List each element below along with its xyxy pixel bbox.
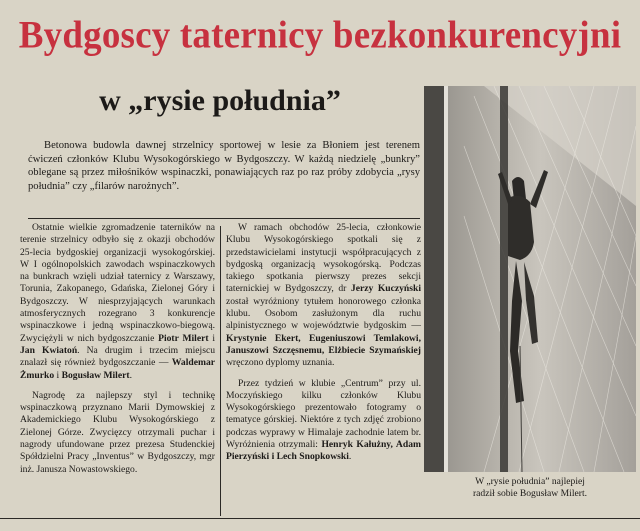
column-1-paragraph-1 bbox=[20, 222, 215, 382]
column-2-paragraph-2 bbox=[226, 378, 421, 464]
text-run: Ostatnie wielkie zgromadzenie taterników na terenie strzelnicy odbyło się z okazji obchodów 25-lecia bydgoskiej organizacji wysokogórskiej. W I ogólnopolskich zawodach wspinaczkowych na bunkrach wzięli udział taternicy z Warszawy, Torunia, Zakopanego, Gdańska, Zielonej Góry i Bydgoszczy. W niesprzyjających warunkach atmosferycznych rozegrano 3 konkurencje wspinaczkowe i jedną wspinaczkowo-biegową. Zwyciężyli w nich bydgoszczanie bbox=[20, 222, 215, 344]
column-1-paragraph-2: Nagrodę za najlepszy styl i technikę wspinaczkową przyznano Marii Dymowskiej z Akademickiego Klubu Wysokogórskiego z Zielonej Górze. Zwycięzcy otrzymali puchar i nagrody ufundowane przez prezesa Studenckiej Spółdzielni Pracy „Inventus” w Bydgoszczy, mgr inż. Janusza Nowastowskiego. bbox=[20, 389, 215, 475]
caption-line-1: W „rysie południa” najlepiej bbox=[475, 476, 585, 487]
text-run: i bbox=[56, 369, 60, 381]
winner-name: Jan Kwiatoń bbox=[20, 344, 78, 356]
column-divider bbox=[220, 226, 221, 516]
photo-caption bbox=[424, 476, 636, 500]
text-run: i bbox=[212, 332, 216, 344]
article-column-1 bbox=[20, 222, 215, 476]
article-headline: Bydgoscy taternicy bezkonkurencyjni bbox=[18, 13, 622, 58]
article-column-2 bbox=[226, 222, 421, 464]
climber-photo bbox=[424, 86, 636, 472]
placed-name: Bogusław Milert bbox=[61, 369, 130, 381]
text-run: W ramach obchodów 25-lecia, członkowie Klubu Wysokogórskiego spotkali się z przedstawicielami instytucji współpracujących z bydgoską organizacją wysokogórską. Podczas takiego spotkania pierwszy prezes sekcji taternickiej w Bydgoszczy, dr bbox=[226, 222, 421, 295]
text-run: wręczono dyplomy uznania. bbox=[226, 357, 335, 369]
article-lead: Betonowa budowla dawnej strzelnicy sportowej w lesie za Błoniem jest terenem ćwiczeń członków Klubu Wysokogórskiego w Bydgoszczy. W każdą niedzielę „bunkry” oblegane są przez miłośników wspinaczki, ponawiających raz po raz próby zdobycia „rysy południa” czy „filarów narożnych”. bbox=[28, 140, 420, 192]
awardee-names: Krystynie Ekert, Eugeniuszowi Temlakowi, Januszowi Szczęsnemu, Elżbiecie Szymańskiej bbox=[226, 332, 421, 356]
honorary-member-name: Jerzy Kuczyński bbox=[350, 283, 421, 295]
text-run: . bbox=[348, 451, 352, 463]
text-run: . bbox=[129, 369, 132, 381]
placed-name: Waldemar Żmurko bbox=[20, 357, 216, 381]
column-2-paragraph-1 bbox=[226, 222, 421, 370]
text-run: został wyróżniony tytułem honorowego członka klubu. Osobom zasłużonym dla ruchu alpinistycznego w województwie bydgoskim — bbox=[226, 295, 421, 332]
article-subhead: w „rysie południa” bbox=[99, 84, 341, 117]
caption-line-2: radził sobie Bogusław Milert. bbox=[472, 488, 588, 499]
lead-divider bbox=[28, 218, 420, 219]
page-edge-rule bbox=[0, 518, 640, 519]
photo-winners: Henryk Kałużny, Adam Pierzyński i Lech Snopkowski bbox=[226, 439, 421, 463]
winner-name: Piotr Milert bbox=[158, 332, 209, 344]
text-run: Przez tydzień w klubie „Centrum” przy ul. Moczyńskiego kilku członków Klubu Wysokogórskiego prezentowało fotogramy o tematyce górskiej. Niektóre z tych zdjęć zrobiono podczas wyprawy w Himalaje zachodnie latem br. Wyróżnienia otrzymali: bbox=[226, 377, 421, 451]
text-run: . Na drugim i trzecim miejscu znalazł się również bydgoszczanie — bbox=[20, 344, 215, 369]
climber-photo-illustration bbox=[424, 86, 636, 472]
